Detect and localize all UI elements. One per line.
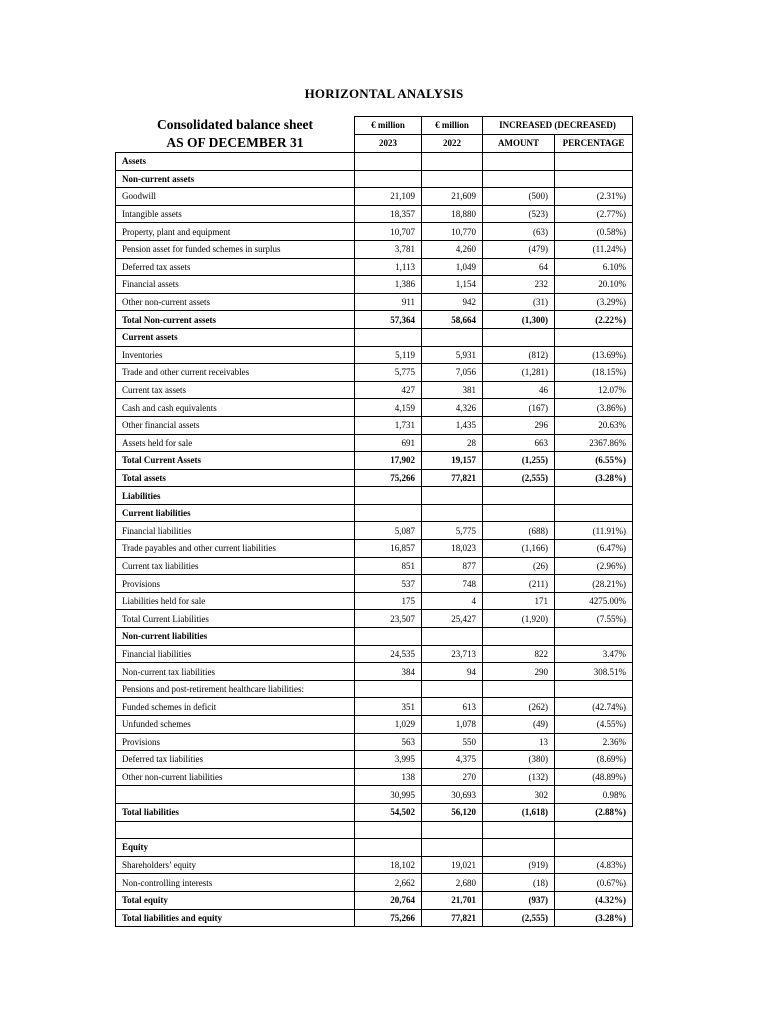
table-row bbox=[116, 416, 633, 434]
change-percentage: (2.31%) bbox=[555, 188, 633, 206]
row-label: Property, plant and equipment bbox=[116, 223, 355, 241]
change-percentage bbox=[555, 328, 633, 346]
change-percentage: (2.22%) bbox=[555, 311, 633, 329]
value-2023: 384 bbox=[355, 663, 422, 681]
change-percentage bbox=[555, 487, 633, 505]
change-amount: (2,555) bbox=[483, 469, 555, 487]
row-label: Financial liabilities bbox=[116, 522, 355, 540]
change-amount: (167) bbox=[483, 399, 555, 417]
change-percentage bbox=[555, 170, 633, 188]
change-percentage: 2367.86% bbox=[555, 434, 633, 452]
row-label: Trade payables and other current liabilities bbox=[116, 540, 355, 558]
change-percentage: 308.51% bbox=[555, 663, 633, 681]
header-year-2023: 2023 bbox=[355, 135, 422, 153]
value-2022: 2,680 bbox=[422, 874, 483, 892]
change-amount bbox=[483, 839, 555, 857]
change-percentage: (2.88%) bbox=[555, 803, 633, 821]
table-row bbox=[116, 434, 633, 452]
change-amount bbox=[483, 628, 555, 646]
row-label: Deferred tax assets bbox=[116, 258, 355, 276]
row-label: Total equity bbox=[116, 891, 355, 909]
value-2022: 613 bbox=[422, 698, 483, 716]
change-percentage: (48.89%) bbox=[555, 768, 633, 786]
table-row bbox=[116, 346, 633, 364]
change-percentage bbox=[555, 153, 633, 171]
header-amount: AMOUNT bbox=[483, 135, 555, 153]
change-percentage: 6.10% bbox=[555, 258, 633, 276]
value-2023: 911 bbox=[355, 293, 422, 311]
value-2022: 30,693 bbox=[422, 786, 483, 804]
value-2022: 5,775 bbox=[422, 522, 483, 540]
table-row bbox=[116, 663, 633, 681]
value-2022 bbox=[422, 153, 483, 171]
change-percentage bbox=[555, 839, 633, 857]
value-2022: 1,154 bbox=[422, 276, 483, 294]
change-amount bbox=[483, 328, 555, 346]
value-2022: 748 bbox=[422, 575, 483, 593]
value-2022: 4,375 bbox=[422, 751, 483, 769]
change-percentage: (13.69%) bbox=[555, 346, 633, 364]
row-label: Shareholders’ equity bbox=[116, 856, 355, 874]
table-row bbox=[116, 399, 633, 417]
change-amount: (1,166) bbox=[483, 540, 555, 558]
value-2023: 351 bbox=[355, 698, 422, 716]
value-2022: 77,821 bbox=[422, 909, 483, 927]
value-2022: 4 bbox=[422, 592, 483, 610]
value-2022 bbox=[422, 504, 483, 522]
table-row bbox=[116, 575, 633, 593]
value-2023: 54,502 bbox=[355, 803, 422, 821]
value-2022: 25,427 bbox=[422, 610, 483, 628]
row-label: Total liabilities bbox=[116, 803, 355, 821]
change-amount: 171 bbox=[483, 592, 555, 610]
document-title: HORIZONTAL ANALYSIS bbox=[304, 86, 464, 101]
table-row bbox=[116, 716, 633, 734]
change-amount bbox=[483, 504, 555, 522]
change-percentage: (6.47%) bbox=[555, 540, 633, 558]
header-year-2022: 2022 bbox=[422, 135, 483, 153]
change-amount: (688) bbox=[483, 522, 555, 540]
value-2023: 5,775 bbox=[355, 364, 422, 382]
header-percentage: PERCENTAGE bbox=[555, 135, 633, 153]
column-header-table bbox=[354, 116, 633, 153]
row-label: Liabilities bbox=[116, 487, 355, 505]
change-amount bbox=[483, 153, 555, 171]
row-label: Total Current Liabilities bbox=[116, 610, 355, 628]
change-amount: (479) bbox=[483, 240, 555, 258]
table-row bbox=[116, 381, 633, 399]
header-currency-2023: € million bbox=[355, 117, 422, 135]
row-label: Other non-current liabilities bbox=[116, 768, 355, 786]
table-row bbox=[116, 469, 633, 487]
change-percentage: 3.47% bbox=[555, 645, 633, 663]
change-amount: 822 bbox=[483, 645, 555, 663]
row-label: Total assets bbox=[116, 469, 355, 487]
row-label: Liabilities held for sale bbox=[116, 592, 355, 610]
row-label: Other financial assets bbox=[116, 416, 355, 434]
change-percentage: (0.58%) bbox=[555, 223, 633, 241]
table-row bbox=[116, 522, 633, 540]
value-2022: 21,609 bbox=[422, 188, 483, 206]
change-percentage: (2.96%) bbox=[555, 557, 633, 575]
row-label: Assets held for sale bbox=[116, 434, 355, 452]
header-row-labels bbox=[355, 135, 633, 153]
value-2022: 4,260 bbox=[422, 240, 483, 258]
value-2023: 18,357 bbox=[355, 205, 422, 223]
change-percentage: (8.69%) bbox=[555, 751, 633, 769]
change-percentage: (42.74%) bbox=[555, 698, 633, 716]
value-2022 bbox=[422, 487, 483, 505]
table-row bbox=[116, 733, 633, 751]
row-label: Provisions bbox=[116, 575, 355, 593]
table-row bbox=[116, 680, 633, 698]
table-row bbox=[116, 909, 633, 927]
row-label: Current assets bbox=[116, 328, 355, 346]
change-amount: (18) bbox=[483, 874, 555, 892]
change-amount: 13 bbox=[483, 733, 555, 751]
row-label: Pensions and post-retirement healthcare liabilities: bbox=[116, 680, 355, 698]
change-amount: (1,618) bbox=[483, 803, 555, 821]
value-2023: 75,266 bbox=[355, 909, 422, 927]
table-row bbox=[116, 188, 633, 206]
sheet-subtitle: AS OF DECEMBER 31 bbox=[166, 135, 304, 150]
value-2022: 18,023 bbox=[422, 540, 483, 558]
value-2023: 427 bbox=[355, 381, 422, 399]
change-amount: (1,920) bbox=[483, 610, 555, 628]
row-label: Current liabilities bbox=[116, 504, 355, 522]
row-label: Trade and other current receivables bbox=[116, 364, 355, 382]
change-amount: (49) bbox=[483, 716, 555, 734]
change-percentage: 4275.00% bbox=[555, 592, 633, 610]
change-amount bbox=[483, 170, 555, 188]
change-amount: (937) bbox=[483, 891, 555, 909]
change-amount: (31) bbox=[483, 293, 555, 311]
value-2023: 4,159 bbox=[355, 399, 422, 417]
table-row bbox=[116, 768, 633, 786]
change-amount: (26) bbox=[483, 557, 555, 575]
value-2023: 20,764 bbox=[355, 891, 422, 909]
table-row bbox=[116, 153, 633, 171]
change-percentage bbox=[555, 504, 633, 522]
row-label: Cash and cash equivalents bbox=[116, 399, 355, 417]
value-2022 bbox=[422, 821, 483, 839]
header-row-units bbox=[355, 117, 633, 135]
row-label: Unfunded schemes bbox=[116, 716, 355, 734]
sheet-title: Consolidated balance sheet bbox=[156, 117, 313, 132]
value-2023: 1,113 bbox=[355, 258, 422, 276]
value-2023: 537 bbox=[355, 575, 422, 593]
table-row bbox=[116, 839, 633, 857]
table-row bbox=[116, 628, 633, 646]
row-label: Provisions bbox=[116, 733, 355, 751]
change-amount: (2,555) bbox=[483, 909, 555, 927]
table-row bbox=[116, 487, 633, 505]
change-percentage: (3.29%) bbox=[555, 293, 633, 311]
change-percentage: (2.77%) bbox=[555, 205, 633, 223]
value-2022: 1,435 bbox=[422, 416, 483, 434]
table-row bbox=[116, 328, 633, 346]
value-2023 bbox=[355, 487, 422, 505]
value-2023: 17,902 bbox=[355, 452, 422, 470]
value-2023: 138 bbox=[355, 768, 422, 786]
row-label: Assets bbox=[116, 153, 355, 171]
change-percentage: (3.86%) bbox=[555, 399, 633, 417]
table-row bbox=[116, 205, 633, 223]
value-2022: 19,021 bbox=[422, 856, 483, 874]
table-row bbox=[116, 276, 633, 294]
row-label bbox=[116, 786, 355, 804]
table-row bbox=[116, 557, 633, 575]
value-2023: 5,119 bbox=[355, 346, 422, 364]
row-label: Financial assets bbox=[116, 276, 355, 294]
value-2022: 23,713 bbox=[422, 645, 483, 663]
row-label: Non-current liabilities bbox=[116, 628, 355, 646]
change-amount: (500) bbox=[483, 188, 555, 206]
row-label: Pension asset for funded schemes in surplus bbox=[116, 240, 355, 258]
table-row bbox=[116, 293, 633, 311]
row-label: Financial liabilities bbox=[116, 645, 355, 663]
row-label: Non-current tax liabilities bbox=[116, 663, 355, 681]
value-2022: 18,880 bbox=[422, 205, 483, 223]
table-row bbox=[116, 856, 633, 874]
table-row bbox=[116, 240, 633, 258]
change-percentage: 20.63% bbox=[555, 416, 633, 434]
value-2023: 563 bbox=[355, 733, 422, 751]
change-amount: (211) bbox=[483, 575, 555, 593]
change-percentage: (18.15%) bbox=[555, 364, 633, 382]
row-label: Current tax assets bbox=[116, 381, 355, 399]
change-percentage bbox=[555, 628, 633, 646]
value-2023 bbox=[355, 328, 422, 346]
table-row bbox=[116, 751, 633, 769]
value-2023: 30,995 bbox=[355, 786, 422, 804]
table-row bbox=[116, 364, 633, 382]
value-2022: 56,120 bbox=[422, 803, 483, 821]
table-row bbox=[116, 223, 633, 241]
table-row bbox=[116, 170, 633, 188]
table-row bbox=[116, 698, 633, 716]
value-2022 bbox=[422, 839, 483, 857]
value-2022: 877 bbox=[422, 557, 483, 575]
change-percentage: 2.36% bbox=[555, 733, 633, 751]
value-2023: 16,857 bbox=[355, 540, 422, 558]
value-2023: 21,109 bbox=[355, 188, 422, 206]
row-label: Equity bbox=[116, 839, 355, 857]
change-percentage bbox=[555, 680, 633, 698]
table-row bbox=[116, 452, 633, 470]
change-percentage: (6.55%) bbox=[555, 452, 633, 470]
value-2022 bbox=[422, 170, 483, 188]
value-2022: 7,056 bbox=[422, 364, 483, 382]
change-amount: (919) bbox=[483, 856, 555, 874]
value-2022 bbox=[422, 328, 483, 346]
value-2022: 5,931 bbox=[422, 346, 483, 364]
table-row bbox=[116, 874, 633, 892]
change-amount: (1,281) bbox=[483, 364, 555, 382]
change-percentage: (7.55%) bbox=[555, 610, 633, 628]
table-row bbox=[116, 803, 633, 821]
row-label bbox=[116, 821, 355, 839]
table-row bbox=[116, 540, 633, 558]
value-2023 bbox=[355, 821, 422, 839]
change-percentage: (28.21%) bbox=[555, 575, 633, 593]
row-label: Deferred tax liabilities bbox=[116, 751, 355, 769]
row-label: Inventories bbox=[116, 346, 355, 364]
change-amount: 64 bbox=[483, 258, 555, 276]
balance-sheet-table bbox=[115, 152, 633, 927]
change-percentage: (4.32%) bbox=[555, 891, 633, 909]
change-percentage: 20.10% bbox=[555, 276, 633, 294]
value-2023: 691 bbox=[355, 434, 422, 452]
value-2023 bbox=[355, 153, 422, 171]
value-2023: 75,266 bbox=[355, 469, 422, 487]
change-amount bbox=[483, 487, 555, 505]
row-label: Non-controlling interests bbox=[116, 874, 355, 892]
value-2023: 1,386 bbox=[355, 276, 422, 294]
value-2023 bbox=[355, 504, 422, 522]
value-2022: 1,049 bbox=[422, 258, 483, 276]
change-percentage: (3.28%) bbox=[555, 909, 633, 927]
change-percentage: (4.55%) bbox=[555, 716, 633, 734]
change-amount: (380) bbox=[483, 751, 555, 769]
value-2023 bbox=[355, 170, 422, 188]
row-label: Goodwill bbox=[116, 188, 355, 206]
change-amount: (132) bbox=[483, 768, 555, 786]
header-currency-2022: € million bbox=[422, 117, 483, 135]
change-percentage: (3.28%) bbox=[555, 469, 633, 487]
value-2023: 1,731 bbox=[355, 416, 422, 434]
value-2023: 2,662 bbox=[355, 874, 422, 892]
value-2023: 23,507 bbox=[355, 610, 422, 628]
table-row bbox=[116, 592, 633, 610]
change-amount: 290 bbox=[483, 663, 555, 681]
value-2022: 77,821 bbox=[422, 469, 483, 487]
value-2023: 1,029 bbox=[355, 716, 422, 734]
change-amount: (523) bbox=[483, 205, 555, 223]
change-amount bbox=[483, 680, 555, 698]
change-percentage: 0.98% bbox=[555, 786, 633, 804]
value-2023: 10,707 bbox=[355, 223, 422, 241]
row-label: Total liabilities and equity bbox=[116, 909, 355, 927]
row-label: Current tax liabilities bbox=[116, 557, 355, 575]
value-2023: 175 bbox=[355, 592, 422, 610]
change-amount: (1,300) bbox=[483, 311, 555, 329]
change-amount: 302 bbox=[483, 786, 555, 804]
value-2023 bbox=[355, 680, 422, 698]
row-label: Total Current Assets bbox=[116, 452, 355, 470]
change-percentage bbox=[555, 821, 633, 839]
value-2023: 5,087 bbox=[355, 522, 422, 540]
value-2023: 851 bbox=[355, 557, 422, 575]
change-amount: 296 bbox=[483, 416, 555, 434]
value-2023 bbox=[355, 839, 422, 857]
change-percentage: 12.07% bbox=[555, 381, 633, 399]
change-percentage: (4.83%) bbox=[555, 856, 633, 874]
table-row bbox=[116, 821, 633, 839]
value-2022: 381 bbox=[422, 381, 483, 399]
value-2023: 3,995 bbox=[355, 751, 422, 769]
change-percentage: (0.67%) bbox=[555, 874, 633, 892]
table-row bbox=[116, 504, 633, 522]
value-2022: 19,157 bbox=[422, 452, 483, 470]
value-2023: 24,535 bbox=[355, 645, 422, 663]
row-label: Funded schemes in deficit bbox=[116, 698, 355, 716]
table-row bbox=[116, 610, 633, 628]
value-2022: 10,770 bbox=[422, 223, 483, 241]
value-2023 bbox=[355, 628, 422, 646]
value-2023: 3,781 bbox=[355, 240, 422, 258]
change-amount: (812) bbox=[483, 346, 555, 364]
row-label: Intangible assets bbox=[116, 205, 355, 223]
value-2022: 942 bbox=[422, 293, 483, 311]
value-2022: 4,326 bbox=[422, 399, 483, 417]
row-label: Other non-current assets bbox=[116, 293, 355, 311]
value-2023: 18,102 bbox=[355, 856, 422, 874]
change-amount: (63) bbox=[483, 223, 555, 241]
value-2022 bbox=[422, 680, 483, 698]
table-row bbox=[116, 786, 633, 804]
value-2022: 550 bbox=[422, 733, 483, 751]
row-label: Non-current assets bbox=[116, 170, 355, 188]
table-row bbox=[116, 258, 633, 276]
value-2022: 58,664 bbox=[422, 311, 483, 329]
change-percentage: (11.24%) bbox=[555, 240, 633, 258]
change-amount: (1,255) bbox=[483, 452, 555, 470]
table-row bbox=[116, 311, 633, 329]
value-2022 bbox=[422, 628, 483, 646]
change-percentage: (11.91%) bbox=[555, 522, 633, 540]
value-2022: 1,078 bbox=[422, 716, 483, 734]
value-2022: 21,701 bbox=[422, 891, 483, 909]
value-2022: 94 bbox=[422, 663, 483, 681]
row-label: Total Non-current assets bbox=[116, 311, 355, 329]
table-row bbox=[116, 891, 633, 909]
value-2022: 270 bbox=[422, 768, 483, 786]
header-change-group: INCREASED (DECREASED) bbox=[483, 117, 633, 135]
change-amount: 663 bbox=[483, 434, 555, 452]
value-2022: 28 bbox=[422, 434, 483, 452]
value-2023: 57,364 bbox=[355, 311, 422, 329]
table-row bbox=[116, 645, 633, 663]
change-amount: 46 bbox=[483, 381, 555, 399]
change-amount: 232 bbox=[483, 276, 555, 294]
change-amount bbox=[483, 821, 555, 839]
change-amount: (262) bbox=[483, 698, 555, 716]
